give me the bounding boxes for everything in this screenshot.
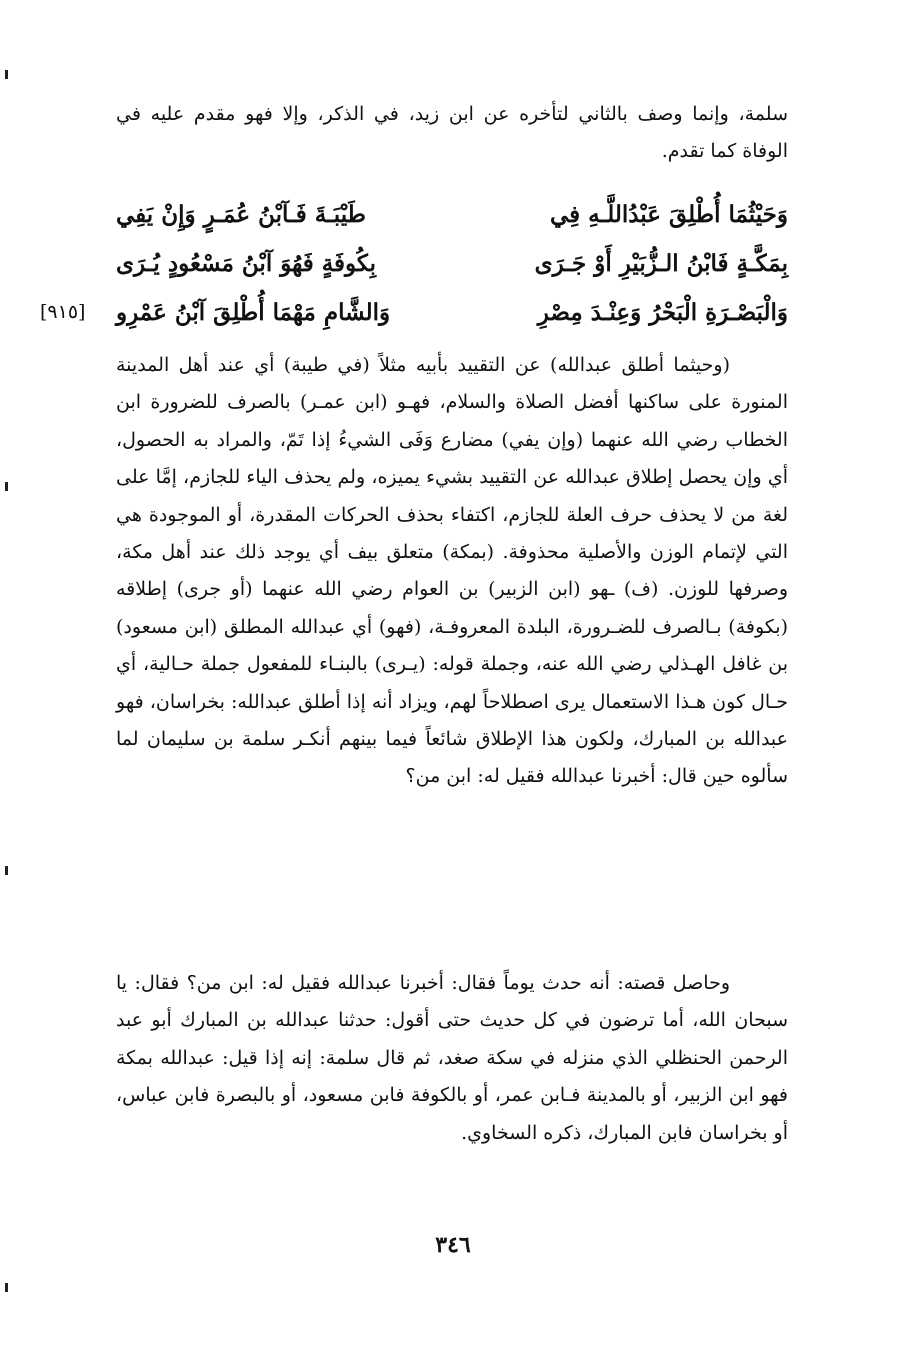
verse-hemistich-right: وَحَيْثُمَا أُطْلِقَ عَبْدُاللَّـهِ فِي (549, 201, 788, 228)
story-paragraph: وحاصل قصته: أنه حدث يوماً فقال: أخبرنا عبدالله فقيل له: ابن من؟ فقال: يا سبحان الله، أما ترضون في كل حديث حتى أقول: حدثنا عبدالله بن المبارك أبو عبد الرحمن الحنظلي الذي منزله في سكة صغد، ثم قال سلمة: إنه إذا قيل: عبدالله بمكة فهو ابن الزبير، أو بالمدينة فـابن عمر، أو بالكوفة فابن مسعود، أو بالبصرة فابن عباس، أو بخراسان فابن المبارك، ذكره السخاوي. (116, 972, 788, 1144)
verse-hemistich-right: بِمَكَّـةٍ فَابْنُ الـزُّبَيْرِ أَوْ جَـرَى (534, 250, 788, 277)
verse-hemistich-left: طَيْبَـةَ فَـآبْنُ عُمَـرٍ وَإِنْ يَفِي (116, 201, 366, 228)
verse-block (40, 190, 788, 337)
margin-mark (5, 1283, 8, 1292)
page-number: ٣٤٦ (435, 1232, 471, 1258)
intro-paragraph: سلمة، وإنما وصف بالثاني لتأخره عن ابن زيد، في الذكر، وإلا فهو مقدم عليه في الوفاة كما تقدم. (116, 103, 788, 163)
verse-line-2 (116, 239, 788, 288)
verse-line-3 (116, 288, 788, 337)
margin-mark (5, 482, 8, 491)
verse-hemistich-right: وَالْبَصْـرَةِ الْبَحْرُ وَعِنْـدَ مِصْرِ (537, 299, 788, 326)
verse-hemistich-left: بِكُوفَةٍ فَهُوَ آبْنُ مَسْعُودٍ يُـرَى (116, 250, 377, 277)
commentary-paragraph: (وحيثما أطلق عبدالله) عن التقييد بأبيه مثلاً (في طيبة) أي عند أهل المدينة المنورة على ساكنها أفضل الصلاة والسلام، فهـو (ابن عمـر) بالصرف للضرورة ابن الخطاب رضي الله عنهما (وإن يفي) مضارع وَفَى الشيءُ إذا تَمّ، والمراد به الحصول، أي وإن يحصل إطلاق عبدالله عن التقييد بشيء يميزه، ولم يحذف الياء للجازم، إمَّا على لغة من لا يحذف حرف العلة للجازم، اكتفاء بحذف الحركات المقدرة، أو الموجودة هي التي لإتمام الوزن والأصلية محذوفة. (بمكة) متعلق بيف أي يوجد ذلك عند أهل مكة، وصرفها للوزن. (ف) ـهو (ابن الزبير) بن العوام رضي الله عنهما (أو جرى) إطلاقه (بكوفة) بـالصرف للضـرورة، البلدة المعروفـة، (فهو) أي عبدالله المطلق (ابن مسعود) بن غافل الهـذلي رضي الله عنه، وجملة قوله: (يـرى) بالبنـاء للمفعول جملة حـالية، أي حـال كون هـذا الاستعمال يرى اصطلاحاً لهم، ويزاد أنه إذا أطلق عبدالله: بخراسان، فهو عبدالله بن المبارك، ولكون هذا الإطلاق شائعاً فيما بينهم أنكـر سلمة بن سليمان لما سألوه حين قال: أخبرنا عبدالله فقيل له: ابن من؟ (116, 354, 788, 788)
verse-number: [٩١٥] (40, 301, 86, 323)
verse-hemistich-left: وَالشَّامِ مَهْمَا أُطْلِقَ آبْنُ عَمْرِو (116, 299, 391, 326)
margin-mark (5, 70, 8, 79)
margin-mark (5, 866, 8, 875)
verse-line-1 (116, 190, 788, 239)
